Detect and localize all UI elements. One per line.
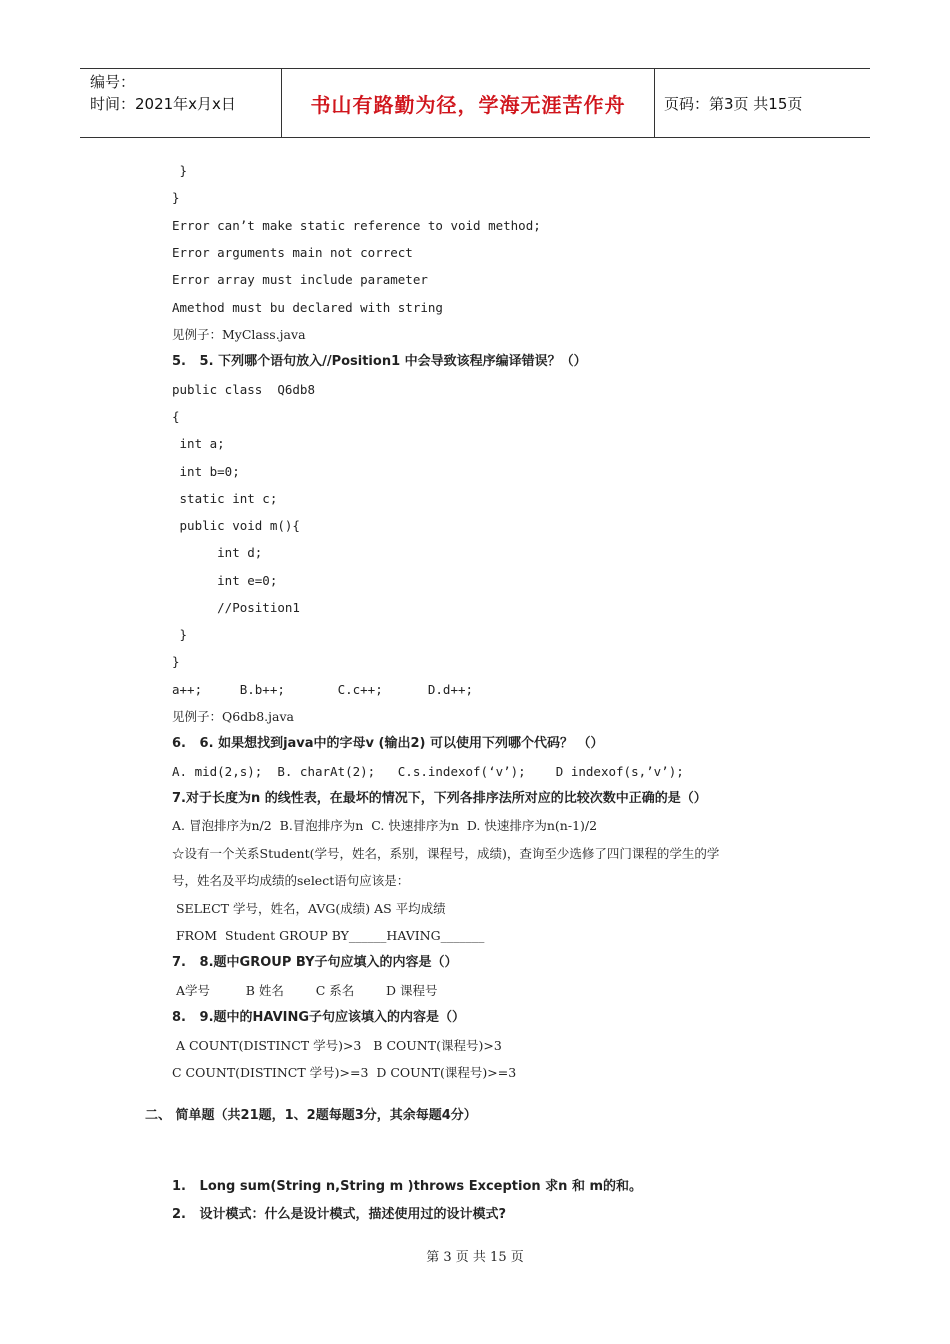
code-line: //Position1 xyxy=(172,600,300,615)
page-header xyxy=(80,68,870,138)
code-line: public class Q6db8 xyxy=(172,382,315,397)
code-line: { xyxy=(172,409,180,424)
sql-line: SELECT 学号，姓名，AVG(成绩) AS 平均成绩 xyxy=(172,901,446,916)
code-line: int d; xyxy=(172,545,263,560)
header-motto: 书山有路勤为径，学海无涯苦作舟 xyxy=(310,93,626,117)
code-line: } xyxy=(172,654,180,669)
example-ref: 见例子：MyClass.java xyxy=(172,327,306,342)
number-label: 编号： xyxy=(90,73,136,91)
question-heading: 1. Long sum(String n,String m )throws Exception 求n 和 m的和。 xyxy=(172,1179,643,1194)
question-heading: 7.对于长度为n 的线性表，在最坏的情况下，下列各排序法所对应的比较次数中正确的是（） xyxy=(172,791,707,806)
example-ref: 见例子：Q6db8.java xyxy=(172,709,294,724)
option-line: A学号 B 姓名 C 系名 D 课程号 xyxy=(172,983,438,998)
option-line: a++; B.b++; C.c++; D.d++; xyxy=(172,682,474,697)
code-line: int a; xyxy=(172,436,225,451)
header-meta xyxy=(90,71,236,115)
option-line: Amethod must bu declared with string xyxy=(172,300,443,315)
header-page-info: 页码：第3页 共15页 xyxy=(664,95,803,113)
code-line: } xyxy=(172,190,180,205)
question-heading: 8. 9.题中的HAVING子句应该填入的内容是（） xyxy=(172,1010,466,1025)
page-footer: 第 3 页 共 15 页 xyxy=(426,1250,524,1265)
code-line: public void m(){ xyxy=(172,518,300,533)
option-line: A COUNT(DISTINCT 学号)>3 B COUNT(课程号)>3 xyxy=(172,1038,502,1053)
section-heading: 二、 简单题（共21题，1、2题每题3分，其余每题4分） xyxy=(145,1108,477,1123)
option-line: A. 冒泡排序为n/2 B.冒泡排序为n C. 快速排序为n D. 快速排序为n(n-1)/2 xyxy=(172,818,598,833)
question-heading: 5. 5. 下列哪个语句放入//Position1 中会导致该程序编译错误？（） xyxy=(172,354,587,369)
question-heading: 6. 6. 如果想找到java中的字母v (输出2) 可以使用下列哪个代码？ （） xyxy=(172,736,604,751)
code-line: int e=0; xyxy=(172,573,278,588)
option-line: C COUNT(DISTINCT 学号)>=3 D COUNT(课程号)>=3 xyxy=(172,1065,517,1080)
code-line: } xyxy=(172,627,188,642)
option-line: Error arguments main not correct xyxy=(172,245,413,260)
code-line: int b=0; xyxy=(172,464,240,479)
question-heading: 7. 8.题中GROUP BY子句应填入的内容是（） xyxy=(172,955,458,970)
sql-line: FROM Student GROUP BY______HAVING_______ xyxy=(172,928,485,943)
header-divider xyxy=(654,69,655,137)
paragraph-line: ☆设有一个关系Student(学号，姓名，系别，课程号，成绩)，查询至少选修了四门课程的学生的学 xyxy=(172,846,720,861)
paragraph-line: 号，姓名及平均成绩的select语句应该是： xyxy=(172,873,410,888)
option-line: Error can’t make static reference to void method; xyxy=(172,218,541,233)
option-line: Error array must include parameter xyxy=(172,272,428,287)
code-line: } xyxy=(172,163,188,178)
question-heading: 2. 设计模式：什么是设计模式，描述使用过的设计模式? xyxy=(172,1207,507,1222)
date-label: 时间：2021年x月x日 xyxy=(90,95,236,113)
option-line: A. mid(2,s); B. charAt(2); C.s.indexof(‘v’); D indexof(s,’v’); xyxy=(172,764,684,779)
code-line: static int c; xyxy=(172,491,278,506)
